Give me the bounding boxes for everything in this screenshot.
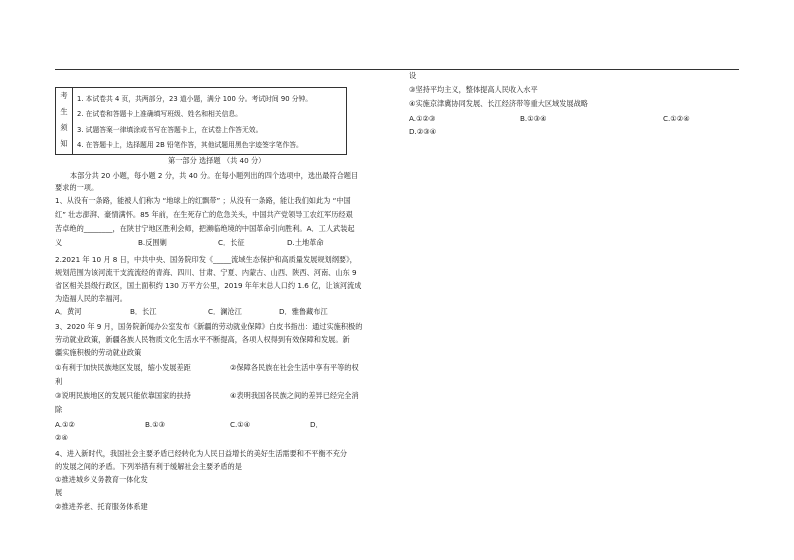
- notice-side-label: [56, 88, 73, 154]
- q2-option-b: B．长江: [130, 307, 157, 316]
- q1-option-c: C．长征: [218, 238, 245, 247]
- section-intro-line-2: 要求的一项。: [55, 183, 99, 192]
- q2-option-c: C．澜沧江: [208, 307, 242, 316]
- q3-stem-line-2: 劳动就业政策，新疆各族人民物质文化生活水平不断提高，各项人权得到有效保障和发展。新: [55, 335, 350, 344]
- q4-stem-line-1: 4、进入新时代，我国社会主要矛盾已经转化为人民日益增长的美好生活需要和不平衡不充分: [55, 449, 348, 458]
- q4-item-1: ①推进城乡义务教育一体化发: [55, 475, 148, 484]
- q2-stem-line-1: 2.2021 年 10 月 8 日，中共中央、国务院印发《_____流域生态保护和高质量发展规划纲要》，: [55, 255, 357, 264]
- section-title: 第一部分 选择题 （共 40 分）: [168, 156, 266, 165]
- notice-line-3: 3. 试题答案一律填涂或书写在答题卡上，在试卷上作答无效。: [77, 126, 263, 134]
- q4-option-b: B.①③④: [520, 114, 547, 123]
- q4-stem-line-2: 的发展之间的矛盾。下列举措有利于缓解社会主要矛盾的是: [55, 462, 242, 471]
- q4-item-4: ④实施京津冀协同发展、长江经济带等重大区域发展战略: [409, 99, 588, 108]
- q3-stem-line-3: 疆实施积极的劳动就业政策: [55, 348, 142, 357]
- q3-item-4: ④表明我国各民族之间的差异已经完全消: [230, 391, 359, 400]
- q3-item-2-tail: 利: [55, 377, 63, 386]
- notice-side-char: 须: [60, 123, 68, 132]
- q3-item-4-tail: 除: [55, 405, 63, 414]
- q1-stem-line-1: 1、从没有一条路，能被人们称为 “地球上的红飘带” ；从没有一条路，能让我们如此为 “中国: [55, 196, 351, 205]
- q1-stem-line-3: 苦卓绝的________，在陕甘宁地区胜利会师，把濒临绝境的中国革命引向胜利。A．工人武装起: [55, 224, 355, 233]
- section-intro-line-1: 本部分共 20 小题，每小题 2 分，共 40 分。在每小题列出的四个选项中，选出最符合题目: [70, 171, 359, 180]
- q3-option-d: D．: [310, 420, 323, 429]
- notice-line-4: 4. 在答题卡上，选择题用 2B 铅笔作答，其他试题用黑色字迹签字笔作答。: [77, 141, 303, 149]
- q3-option-c: C.①④: [230, 420, 251, 429]
- q2-stem-line-2: 规划范围为该河流干支流流经的青海、四川、甘肃、宁夏、内蒙古、山西、陕西、河南、山东 9: [55, 268, 357, 277]
- notice-side-char: 生: [60, 107, 68, 116]
- q3-item-2: ②保障各民族在社会生活中享有平等的权: [230, 363, 359, 372]
- q4-item-1-tail: 展: [55, 488, 63, 497]
- q3-item-3: ③说明民族地区的发展只能依靠国家的扶持: [55, 391, 191, 400]
- q4-option-d: D.②③④: [409, 127, 437, 136]
- q1-stem-line-2: 红” 壮志澎湃、豪情满怀。85 年前，在生死存亡的危急关头，中国共产党领导工农红军历经艰: [55, 210, 353, 219]
- header-rule: [55, 69, 739, 70]
- q3-option-b: B.①③: [145, 420, 166, 429]
- q2-option-a: A．黄河: [55, 307, 82, 316]
- q3-item-1: ①有利于加快民族地区发展，缩小发展差距: [55, 363, 191, 372]
- q4-item-2: ②推进养老、托育服务体系建: [55, 502, 148, 511]
- exam-notice-box: [55, 87, 347, 155]
- notice-line-2: 2. 在试卷和答题卡上准确填写班级、姓名和相关信息。: [77, 110, 242, 118]
- q4-item-3: ③坚持平均主义，整体提高人民收入水平: [409, 85, 538, 94]
- q1-option-b: B.反围剿: [138, 238, 167, 247]
- q3-stem-line-1: 3、2020 年 9 月，国务院新闻办公室发布《新疆的劳动就业保障》白皮书指出：通过实施积极的: [55, 322, 363, 331]
- q2-stem-line-3: 省区相关县级行政区，国土面积约 130 万平方公里，2019 年年末总人口约 1.6 亿，让该河流成: [55, 281, 362, 290]
- q2-stem-line-4: 为造福人民的幸福河。: [55, 294, 127, 303]
- q1-option-a-tail: 义: [55, 238, 63, 247]
- notice-side-char: 考: [60, 91, 68, 100]
- q2-option-d: D．雅鲁藏布江: [279, 307, 328, 316]
- q3-option-a: A.①②: [55, 420, 75, 429]
- q4-option-c: C.①②④: [663, 114, 690, 123]
- q1-option-d: D.土地革命: [287, 238, 324, 247]
- notice-line-1: 1. 本试卷共 4 页，共两部分，23 道小题，满分 100 分。考试时间 90 分钟。: [77, 95, 313, 103]
- notice-side-char: 知: [60, 139, 68, 148]
- q4-option-a: A.①②③: [409, 114, 436, 123]
- q4-item-2-tail: 设: [409, 71, 417, 80]
- q3-option-d-tail: ②④: [55, 433, 68, 442]
